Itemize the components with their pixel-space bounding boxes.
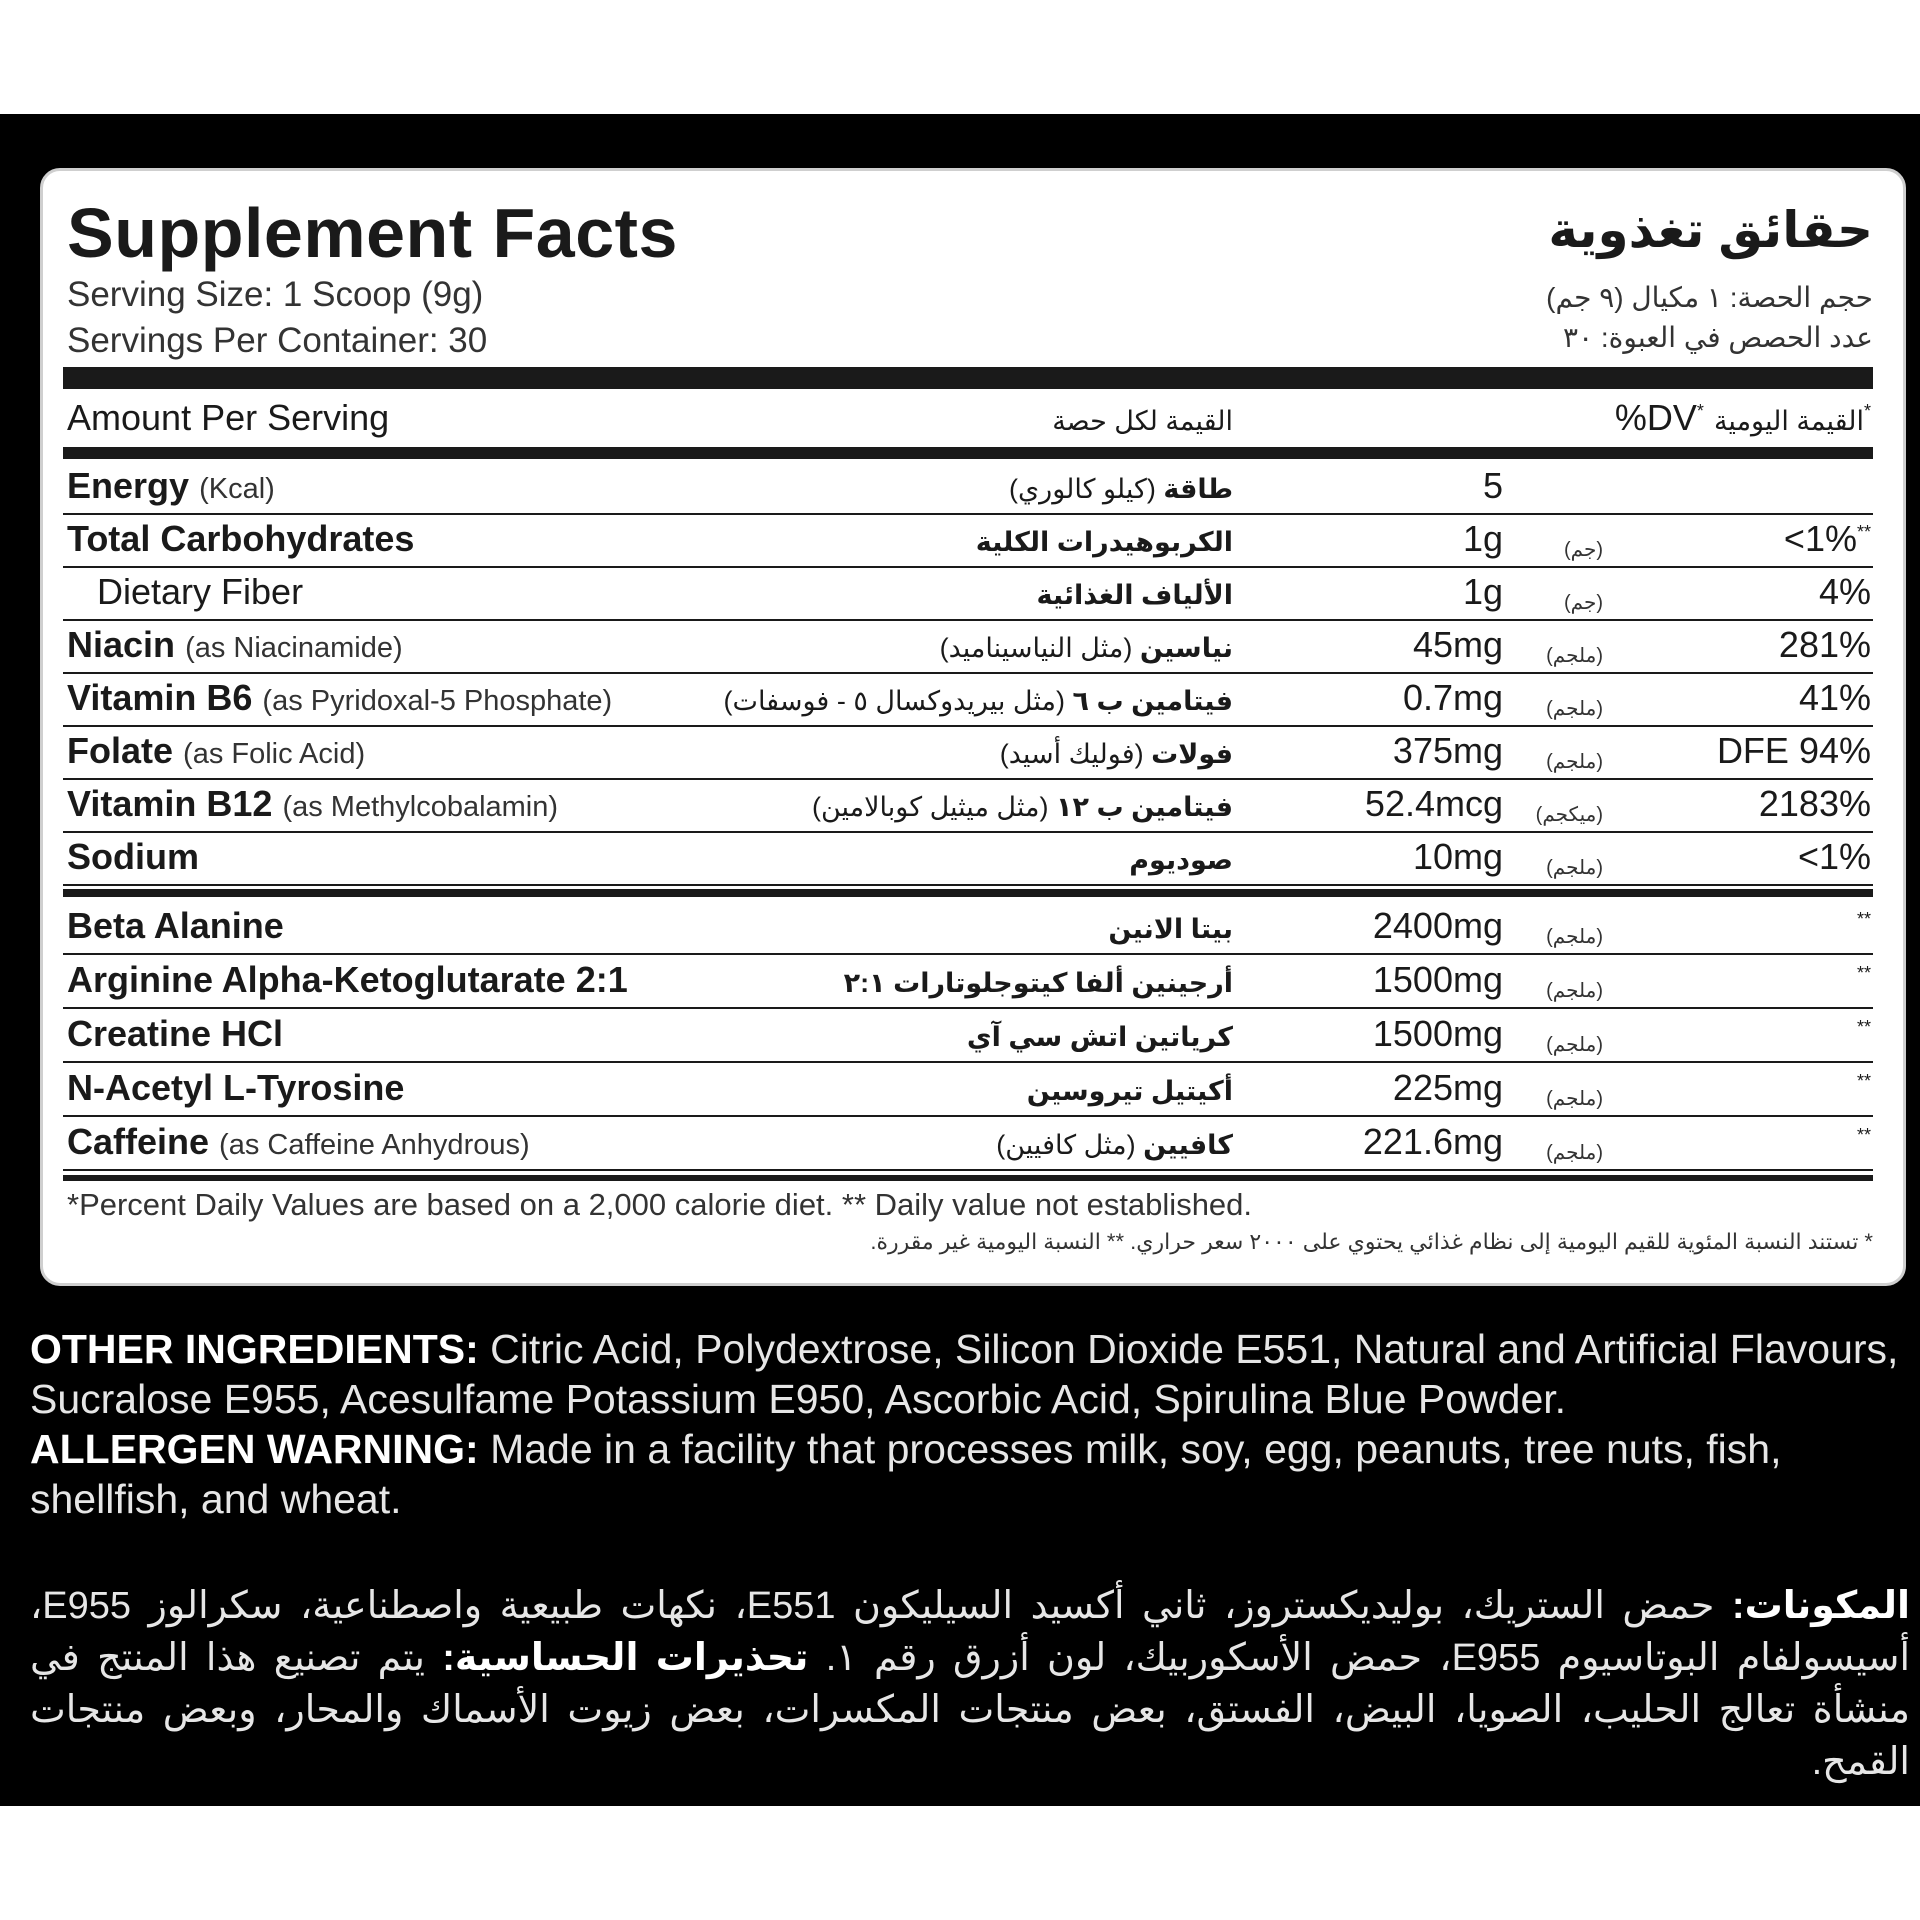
dv-value: DFE 94% — [1716, 730, 1871, 771]
name-en-main: Caffeine — [67, 1121, 210, 1162]
name-ar — [940, 633, 1233, 664]
daily-value — [1799, 677, 1871, 719]
name-en — [67, 677, 612, 719]
dv-value: <1% — [1797, 836, 1871, 877]
name-en-main: Vitamin B12 — [67, 783, 273, 824]
unit-ar: (ملجم) — [1546, 751, 1603, 773]
unit-ar: (جم) — [1564, 539, 1603, 561]
thick-rule — [63, 367, 1873, 389]
name-en-qualifier: (as Niacinamide) — [185, 632, 403, 664]
row-divider — [63, 884, 1873, 886]
name-en — [67, 836, 199, 878]
unit-ar: (ملجم) — [1546, 698, 1603, 720]
dv-header: %DV* القيمة اليومية* — [1614, 397, 1871, 438]
name-ar-main: أرجينين ألفا كيتوجلوتارات ٢:١ — [843, 968, 1233, 998]
unit-ar: (ملجم) — [1546, 980, 1603, 1002]
daily-value — [1779, 624, 1871, 666]
name-en-main: Dietary Fiber — [97, 571, 304, 612]
amount: 45mg — [1412, 624, 1503, 665]
name-ar-main: كافيين — [1143, 1130, 1233, 1160]
name-ar-main: أكيتيل تيروسين — [1026, 1076, 1233, 1106]
name-en-qualifier: (as Folic Acid) — [183, 738, 366, 770]
unit-ar: (ملجم) — [1546, 926, 1603, 948]
blend-row — [63, 901, 1873, 953]
name-ar-main: فيتامين ب ٦ — [1072, 686, 1233, 716]
unit-ar: (ملجم) — [1546, 645, 1603, 667]
ar-ingredients-label: المكونات: — [1731, 1585, 1910, 1627]
dv-mark: ** — [1856, 1071, 1871, 1091]
daily-value — [1857, 1013, 1871, 1055]
name-ar — [1009, 474, 1233, 505]
daily-value — [1857, 959, 1871, 1001]
dv-value: 4% — [1818, 571, 1871, 612]
nutrient-row — [63, 832, 1873, 884]
name-ar — [724, 686, 1233, 717]
daily-value — [1857, 1121, 1871, 1163]
unit-ar: (ملجم) — [1546, 1088, 1603, 1110]
name-en — [67, 959, 628, 1001]
dv-value: 2183% — [1758, 783, 1871, 824]
title-ar: حقائق تغذوية — [1548, 202, 1873, 258]
name-en-main: Arginine Alpha-Ketoglutarate 2:1 — [67, 959, 628, 1000]
amount-per-serving-en: Amount Per Serving — [67, 397, 390, 438]
name-en — [67, 518, 414, 560]
blend-row — [63, 1063, 1873, 1115]
amount: 10mg — [1412, 836, 1503, 877]
daily-value — [1717, 730, 1871, 772]
ar-warning-text: يتم تصنيع هذا المنتج في منشأة تعالج الحليب، الصويا، البيض، الفستق، بعض منتجات المكسرات، بعض زيوت الأسماك والمحار، وبعض منتجات القمح. — [30, 1637, 1910, 1783]
nutrient-row — [63, 779, 1873, 831]
name-ar — [1129, 845, 1233, 876]
name-ar — [1000, 739, 1233, 770]
servings-per-container-en: Servings Per Container: 30 — [67, 321, 488, 360]
allergen-warning-label: ALLERGEN WARNING: — [30, 1426, 479, 1472]
name-en — [67, 905, 284, 947]
name-ar — [812, 792, 1233, 823]
blend-rule — [63, 889, 1873, 897]
name-en-main: Folate — [67, 730, 174, 771]
name-ar-main: الألياف الغذائية — [1036, 580, 1233, 610]
blend-row — [63, 1117, 1873, 1169]
allergen-warning-text: Made in a facility that processes milk, soy, egg, peanuts, tree nuts, fish, shellfish, and wheat. — [30, 1426, 1782, 1522]
dv-mark: ** — [1856, 522, 1871, 542]
nutrient-row — [63, 673, 1873, 725]
name-en — [67, 730, 365, 772]
name-ar — [1027, 1076, 1233, 1107]
amount: 2400mg — [1372, 905, 1503, 946]
daily-value — [1784, 518, 1871, 560]
dv-value: 281% — [1778, 624, 1871, 665]
name-en-main: N-Acetyl L-Tyrosine — [67, 1067, 405, 1108]
nutrient-row — [63, 461, 1873, 513]
name-en-main: Niacin — [67, 624, 176, 665]
dv-mark: ** — [1856, 1017, 1871, 1037]
unit-ar: (ميكجم) — [1535, 804, 1603, 826]
other-ingredients-text: Citric Acid, Polydextrose, Silicon Dioxide E551, Natural and Artificial Flavours, Sucralose E955, Acesulfame Potassium E950, Ascorbic Acid, Spirulina Blue Powder. — [30, 1326, 1899, 1422]
servings-per-container-ar: عدد الحصص في العبوة: ٣٠ — [1563, 322, 1873, 353]
amount: 52.4mcg — [1364, 783, 1503, 824]
name-ar — [967, 1022, 1233, 1053]
name-ar — [996, 1130, 1233, 1161]
name-ar — [1108, 914, 1233, 945]
amount: 221.6mg — [1362, 1121, 1503, 1162]
name-ar-qualifier: (مثل ميثيل كوبالامين) — [811, 792, 1049, 822]
blend-row — [63, 1009, 1873, 1061]
name-ar-qualifier: (مثل كافيين) — [996, 1130, 1136, 1160]
unit-ar: (جم) — [1564, 592, 1603, 614]
ar-warning-label: تحذيرات الحساسية: — [442, 1637, 809, 1679]
name-ar — [1036, 580, 1233, 611]
name-ar-main: فيتامين ب ١٢ — [1056, 792, 1233, 822]
nutrient-row — [63, 620, 1873, 672]
name-en — [67, 783, 558, 825]
name-en — [67, 624, 403, 666]
amount: 375mg — [1392, 730, 1503, 771]
amount: 1g — [1462, 518, 1503, 559]
name-en-qualifier: (as Methylcobalamin) — [282, 791, 559, 823]
row-divider — [63, 1169, 1873, 1171]
dv-mark: ** — [1856, 909, 1871, 929]
amount: 0.7mg — [1402, 677, 1503, 718]
dv-mark: ** — [1856, 963, 1871, 983]
serving-size-ar: حجم الحصة: ١ مكيال (٩ جم) — [1546, 282, 1873, 313]
other-ingredients — [30, 1324, 1910, 1524]
unit-ar: (ملجم) — [1546, 1142, 1603, 1164]
blend-row — [63, 955, 1873, 1007]
daily-value — [1857, 905, 1871, 947]
unit-ar: (ملجم) — [1546, 857, 1603, 879]
name-en — [67, 465, 275, 507]
daily-value — [1759, 783, 1871, 825]
name-ar-main: صوديوم — [1129, 845, 1233, 875]
name-en-main: Energy — [67, 465, 190, 506]
dv-value: <1% — [1783, 518, 1857, 559]
name-en-qualifier: (as Caffeine Anhydrous) — [219, 1129, 530, 1161]
name-en — [97, 571, 303, 613]
name-ar-qualifier: (مثل النياسيناميد) — [939, 633, 1133, 663]
amount-per-serving-ar: القيمة لكل حصة — [1052, 406, 1233, 436]
other-ingredients-label: OTHER INGREDIENTS: — [30, 1326, 479, 1372]
amount: 1500mg — [1372, 959, 1503, 1000]
name-en-main: Vitamin B6 — [67, 677, 253, 718]
amount: 5 — [1482, 465, 1503, 506]
name-en-main: Total Carbohydrates — [67, 518, 415, 559]
nutrient-row — [63, 726, 1873, 778]
nutrient-row — [63, 567, 1873, 619]
name-en-main: Creatine HCl — [67, 1013, 284, 1054]
name-en — [67, 1121, 530, 1163]
name-en-qualifier: (Kcal) — [199, 473, 275, 505]
dv-value: 41% — [1798, 677, 1871, 718]
name-ar-qualifier: (كيلو كالوري) — [1009, 474, 1156, 504]
name-ar-qualifier: (فوليك أسيد) — [999, 739, 1144, 769]
unit-ar: (ملجم) — [1546, 1034, 1603, 1056]
nutrient-row — [63, 514, 1873, 566]
name-en-main: Beta Alanine — [67, 905, 284, 946]
name-ar-main: بيتا الانين — [1108, 914, 1233, 944]
amount: 1g — [1462, 571, 1503, 612]
name-ar-main: كرياتين اتش سي آي — [966, 1022, 1233, 1052]
column-header-row — [63, 393, 1873, 445]
name-en — [67, 1067, 404, 1109]
name-en-qualifier: (as Pyridoxal-5 Phosphate) — [262, 685, 613, 717]
amount: 1500mg — [1372, 1013, 1503, 1054]
footnote-en: *Percent Daily Values are based on a 2,000 calorie diet. ** Daily value not established. — [67, 1187, 1253, 1222]
name-ar-main: فولات — [1151, 739, 1233, 769]
serving-size-en: Serving Size: 1 Scoop (9g) — [67, 275, 484, 314]
name-ar-main: نياسين — [1139, 633, 1233, 663]
name-ar — [844, 968, 1233, 999]
name-ar — [976, 527, 1233, 558]
footer-rule — [63, 1175, 1873, 1181]
daily-value — [1819, 571, 1871, 613]
footnote-ar: * تستند النسبة المئوية للقيم اليومية إلى نظام غذائي يحتوي على ٢٠٠٠ سعر حراري. ** النسبة اليومية غير مقررة. — [870, 1229, 1873, 1254]
arabic-ingredients — [30, 1580, 1910, 1788]
daily-value — [1798, 836, 1871, 878]
medium-rule — [63, 447, 1873, 459]
name-ar-qualifier: (مثل بيريدوكسال ٥ - فوسفات) — [723, 686, 1065, 716]
amount: 225mg — [1392, 1067, 1503, 1108]
ar-ingredients-text: حمض الستريك، بوليديكستروز، ثاني أكسيد السيليكون E551، نكهات طبيعية واصطناعية، سكرالوز E955، أسيسولفام البوتاسيوم E955، حمض الأسكوربيك، لون أزرق رقم ١. — [30, 1585, 1910, 1679]
title-en: Supplement Facts — [67, 194, 678, 272]
name-ar-main: الكربوهيدرات الكلية — [975, 527, 1233, 557]
name-en-main: Sodium — [67, 836, 199, 877]
daily-value — [1857, 1067, 1871, 1109]
name-ar-main: طاقة — [1163, 474, 1233, 504]
name-en — [67, 1013, 283, 1055]
dv-mark: ** — [1856, 1125, 1871, 1145]
supplement-facts-panel — [40, 168, 1906, 1286]
